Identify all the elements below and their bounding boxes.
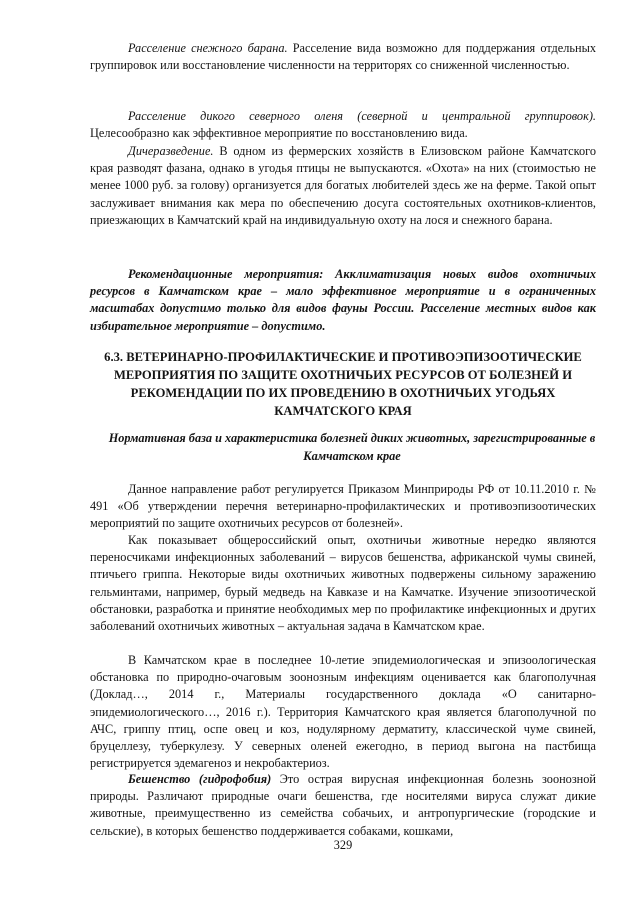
paragraph-game-breeding bbox=[90, 143, 596, 229]
paragraph-epidemiology: В Камчатском крае в последнее 10-летие эпидемиологическая и эпизоологическая обстановка по природно-очаговым зоонозным инфекциям оценивается как благополучная (Доклад…, 2014 г., Материалы государственного доклада «О санитарно-эпидемиологического…, 2016 г.). Территория Камчатского края является благополучной по АЧС, гриппу птиц, оспе овец и коз, нодулярному дерматиту, классической чуме свиней, бруцеллезу, туберкулезу. У северных оленей ежегодно, в период выгона на пастбища регистрируется эдемагеноз и некробактериоз. bbox=[90, 653, 596, 771]
recommendation-paragraph: Рекомендационные мероприятия: Акклиматизация новых видов охотничьих ресурсов в Камчатском крае – мало эффективное мероприятие и в ограниченных масштабах допустимо только для видов фауны России. Расселение местных видов как избирательное мероприятие – допустимо. bbox=[90, 267, 596, 333]
page-number: 329 bbox=[333, 838, 353, 852]
paragraph-text: В одном из фермерских хозяйств в Елизовском районе Камчатского края разводят фазана, однако в угодья птицы не выпускаются. «Охота» на них (стоимостью не менее 1000 руб. за голову) организуется для богатых любителей здесь же на ферме. Такой опыт заслуживает внимания как мера по обеспечению досуга состоятельных охотников-клиентов, приезжающих в Камчатский край на индивидуальную охоту на лося и снежного барана. bbox=[90, 144, 596, 227]
paragraph-lead: Расселение снежного барана. bbox=[128, 41, 288, 55]
paragraph-text: Расселение вида возможно для поддержания отдельных группировок или восстановление численности на территорях со сниженной численностью. bbox=[90, 41, 596, 73]
paragraph-diseases: Как показывает общероссийский опыт, охотничьи животные нередко являются переносчиками инфекционных заболеваний – вирусов бешенства, африканской чумы свиней, птичьего гриппа. Некоторые виды охотничьих животных подвержены сильному заражению гельминтами, например, бурый медведь на Кавказе и на Камчатке. Изучение эпизоотической обстановки, разработка и принятие необходимых мер по профилактике инфекционных и других заболеваний охотничьих животных – актуальная задача в Камчатском крае. bbox=[90, 533, 596, 634]
paragraph-reindeer bbox=[90, 108, 596, 142]
paragraph-text: Целесообразно как эффективное мероприятие по восстановлению вида. bbox=[90, 126, 468, 141]
paragraph-regulation: Данное направление работ регулируется Приказом Минприроды РФ от 10.11.2010 г. № 491 «Об утверждении перечня ветеринарно-профилактических и противоэпизоотических мероприятий по защите охотничьих ресурсов от болезней». bbox=[90, 482, 596, 531]
paragraph-text: Это острая вирусная инфекционная болезнь зоонозной природы. Различают природные очаги бешенства, где носителями вируса служат дикие животные, преимущественно из семейства собачьих, и антропургические (городские и сельские), в которых бешенство поддерживается собаками, кошками, bbox=[90, 772, 596, 838]
subsection-heading: Нормативная база и характеристика болезней диких животных, зарегистрированные в Камчатском крае bbox=[108, 431, 596, 463]
paragraph-rabies bbox=[90, 771, 596, 840]
paragraph-snow-sheep bbox=[90, 40, 596, 74]
paragraph-lead: Бешенство (гидрофобия) bbox=[128, 772, 272, 786]
paragraph-lead: Дичеразведение. bbox=[128, 144, 214, 158]
section-heading: 6.3. ВЕТЕРИНАРНО-ПРОФИЛАКТИЧЕСКИЕ И ПРОТИВОЭПИЗООТИЧЕСКИЕ МЕРОПРИЯТИЯ ПО ЗАЩИТЕ ОХОТНИЧЬИХ РЕСУРСОВ ОТ БОЛЕЗНЕЙ И РЕКОМЕНДАЦИИ ПО ИХ ПРОВЕДЕНИЮ В ОХОТНИЧЬИХ УГОДЬЯХ КАМЧАТСКОГО КРАЯ bbox=[104, 350, 582, 418]
paragraph-lead: Расселение дикого северного оленя (северной и центральной группировок). bbox=[128, 109, 596, 123]
